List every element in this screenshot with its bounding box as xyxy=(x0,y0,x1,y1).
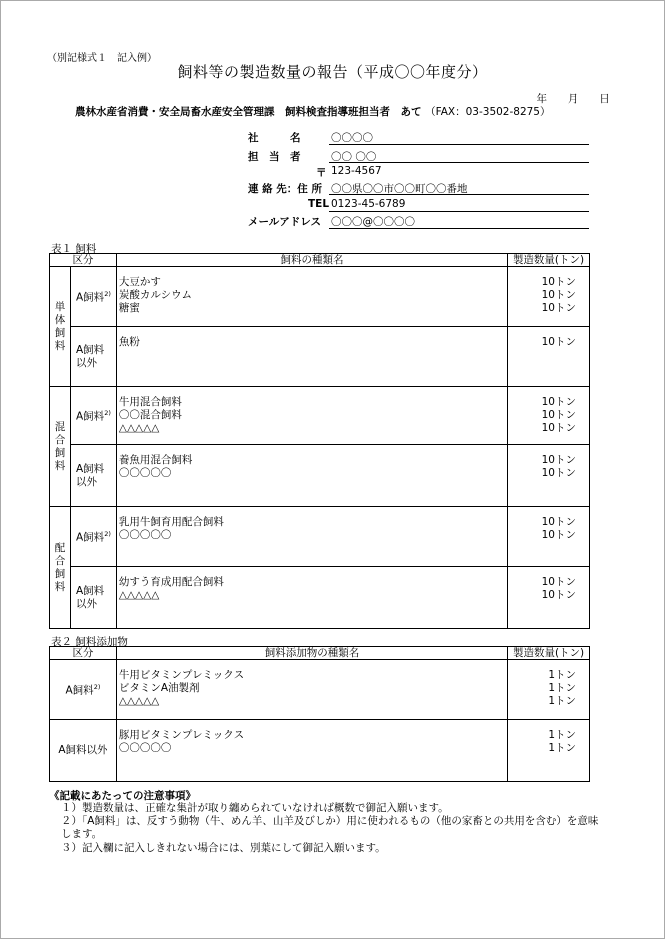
sub-category-label: A飼料 xyxy=(76,410,105,423)
type-name: 〇〇〇〇〇 xyxy=(118,467,172,479)
sub-category xyxy=(70,327,116,387)
type-name: 大豆かす xyxy=(118,276,161,288)
addressee-fax: （FAX：03-3502-8275） xyxy=(425,106,551,118)
type-names-cell[interactable] xyxy=(116,660,507,720)
group-label-char: 料 xyxy=(54,459,66,472)
company-label: 社 名 xyxy=(248,132,301,144)
type-name: 幼すう育成用配合飼料 xyxy=(118,576,224,588)
quantity-value: 10トン xyxy=(541,302,576,314)
note-item: ３）記入欄に記入しきれない場合には、別葉にして御記入願います。 xyxy=(61,842,386,854)
group-label xyxy=(50,507,71,629)
type-name: 魚粉 xyxy=(118,336,140,348)
sub-category-label: A飼料以外 xyxy=(58,744,108,756)
table-row xyxy=(50,720,590,782)
addressee xyxy=(75,104,551,119)
sub-category xyxy=(70,267,116,327)
email-underline xyxy=(329,228,589,229)
tel-underline xyxy=(329,211,589,212)
footnote-ref: 2) xyxy=(104,409,111,418)
table1-header-category: 区分 xyxy=(50,254,117,267)
type-name: △△△△△ xyxy=(118,589,160,601)
quantity-value: 10トン xyxy=(541,276,576,288)
person-label: 担 当 者 xyxy=(248,151,301,163)
type-name: 養魚用混合飼料 xyxy=(118,454,193,466)
group-label xyxy=(50,267,71,387)
group-label-char: 飼 xyxy=(54,446,66,459)
group-label-char: 合 xyxy=(54,433,66,446)
quantity-cell[interactable] xyxy=(508,720,590,782)
type-name: △△△△△ xyxy=(118,422,160,434)
quantity-cell[interactable] xyxy=(508,267,590,327)
type-name: 炭酸カルシウム xyxy=(118,289,193,301)
quantity-cell[interactable] xyxy=(508,445,590,507)
quantity-cell[interactable] xyxy=(508,327,590,387)
sub-category-label-2: 以外 xyxy=(75,475,97,488)
postal-field[interactable]: 123-4567 xyxy=(331,165,382,177)
quantity-value: 1トン xyxy=(548,695,576,707)
sub-category-label: A飼料 xyxy=(76,291,105,304)
table2-header-category: 区分 xyxy=(50,647,117,660)
date-day: 日 xyxy=(599,93,610,105)
quantity-value: 1トン xyxy=(548,729,576,741)
quantity-cell[interactable] xyxy=(508,567,590,629)
table-row xyxy=(50,567,590,629)
tel-field[interactable]: 0123-45-6789 xyxy=(331,198,406,210)
sub-category xyxy=(70,567,116,629)
table1-header-row xyxy=(50,254,590,267)
quantity-cell[interactable] xyxy=(508,660,590,720)
group-label-char: 合 xyxy=(54,554,66,567)
feed-table xyxy=(49,253,590,629)
quantity-value: 1トン xyxy=(548,682,576,694)
address-underline xyxy=(329,194,589,195)
quantity-value: 1トン xyxy=(548,669,576,681)
note-item: ２）「A飼料」は、反すう動物（牛、めん羊、山羊及びしか）用に使われるもの（他の家畜との共用を含む）を意味します。 xyxy=(61,815,599,840)
quantity-value: 1トン xyxy=(548,742,576,754)
group-label-char: 飼 xyxy=(54,326,66,339)
sub-category-label-2: 以外 xyxy=(75,356,97,369)
group-label-char: 料 xyxy=(54,580,66,593)
sub-category-label: A飼料 xyxy=(76,531,105,544)
type-names-cell[interactable] xyxy=(116,720,507,782)
type-name: 〇〇〇〇〇 xyxy=(118,742,172,754)
quantity-cell[interactable] xyxy=(508,507,590,567)
table2-caption: 表２ 飼料添加物 xyxy=(51,636,128,648)
quantity-cell[interactable] xyxy=(508,387,590,445)
sub-category-label: A飼料 xyxy=(75,462,105,475)
type-name: ビタミンA油製剤 xyxy=(118,682,200,694)
note-item: １）製造数量は、正確な集計が取り纏められていなければ概数で御記入願います。 xyxy=(61,802,449,814)
type-name: 糖蜜 xyxy=(118,302,140,314)
sub-category-label-2: 以外 xyxy=(75,597,97,610)
date-month: 月 xyxy=(567,93,579,105)
quantity-value: 10トン xyxy=(541,336,576,348)
type-names-cell[interactable] xyxy=(116,267,507,327)
type-names-cell[interactable] xyxy=(116,567,507,629)
type-names-cell[interactable] xyxy=(116,445,507,507)
quantity-value: 10トン xyxy=(541,576,576,588)
sub-category xyxy=(70,387,116,445)
group-label xyxy=(50,387,71,507)
tel-label: TEL xyxy=(308,198,330,210)
quantity-value: 10トン xyxy=(541,289,576,301)
table1-header-type: 飼料の種類名 xyxy=(116,254,507,267)
sub-category-label: A飼料 xyxy=(75,343,105,356)
table-row xyxy=(50,327,590,387)
quantity-value: 10トン xyxy=(541,396,576,408)
group-label-char: 飼 xyxy=(54,567,66,580)
contact-label: 連 絡 先：住 所 xyxy=(248,183,322,195)
address-field[interactable]: 〇〇県〇〇市〇〇町〇〇番地 xyxy=(331,183,468,195)
table2-header-qty: 製造数量(トン) xyxy=(508,647,590,660)
quantity-value: 10トン xyxy=(541,589,576,601)
addressee-name: 農林水産省消費・安全局畜水産安全管理課 飼料検査指導班担当者 あて xyxy=(75,106,422,118)
table1-caption: 表１ 飼料 xyxy=(51,243,97,255)
postal-label: 〒 xyxy=(316,167,327,179)
type-name: △△△△△ xyxy=(118,695,160,707)
table-row xyxy=(50,660,590,720)
type-names-cell[interactable] xyxy=(116,507,507,567)
footnote-ref: 2) xyxy=(93,683,101,692)
person-underline xyxy=(329,162,589,163)
email-field[interactable]: 〇〇〇@〇〇〇〇 xyxy=(331,216,415,228)
quantity-value: 10トン xyxy=(541,467,576,479)
group-label-char: 混 xyxy=(54,420,66,433)
sub-category-label: A飼料 xyxy=(75,584,105,597)
email-label: メールアドレス xyxy=(248,216,321,228)
sub-category xyxy=(70,507,116,567)
group-label-char: 体 xyxy=(54,313,66,326)
group-label-char: 単 xyxy=(54,300,66,313)
sub-category xyxy=(50,660,117,720)
type-name: 豚用ビタミンプレミックス xyxy=(118,729,245,741)
sub-category xyxy=(70,445,116,507)
notes-title: 《記載にあたっての注意事項》 xyxy=(49,790,196,802)
company-field[interactable]: 〇〇〇〇 xyxy=(331,132,373,144)
type-name: 牛用混合飼料 xyxy=(118,396,182,408)
type-name: 牛用ビタミンプレミックス xyxy=(118,669,245,681)
type-names-cell[interactable] xyxy=(116,327,507,387)
table2-header-row xyxy=(50,647,590,660)
quantity-value: 10トン xyxy=(541,454,576,466)
table-row xyxy=(50,267,590,327)
sub-category xyxy=(50,720,117,782)
table-row xyxy=(50,387,590,445)
type-names-cell[interactable] xyxy=(116,387,507,445)
page-title: 飼料等の製造数量の報告（平成〇〇年度分） xyxy=(177,63,488,81)
sub-category-label: A飼料 xyxy=(65,684,94,697)
type-name: 乳用牛飼育用配合飼料 xyxy=(118,516,224,528)
person-field[interactable]: 〇〇 〇〇 xyxy=(331,151,377,163)
company-underline xyxy=(329,144,589,145)
type-name: 〇〇混合飼料 xyxy=(118,409,182,421)
table2-header-type: 飼料添加物の種類名 xyxy=(116,647,507,660)
form-number: （別記様式１ 記入例） xyxy=(47,53,157,64)
table-row xyxy=(50,445,590,507)
additive-table xyxy=(49,646,590,782)
type-name: 〇〇〇〇〇 xyxy=(118,529,172,541)
table-row xyxy=(50,507,590,567)
quantity-value: 10トン xyxy=(541,409,576,421)
group-label-char: 料 xyxy=(54,339,66,352)
footnote-ref: 2) xyxy=(104,290,111,299)
quantity-value: 10トン xyxy=(541,516,576,528)
footnote-ref: 2) xyxy=(104,530,111,539)
date-year: 年 xyxy=(536,93,547,105)
quantity-value: 10トン xyxy=(541,529,576,541)
table1-header-qty: 製造数量(トン) xyxy=(508,254,590,267)
group-label-char: 配 xyxy=(54,541,66,554)
quantity-value: 10トン xyxy=(541,422,576,434)
